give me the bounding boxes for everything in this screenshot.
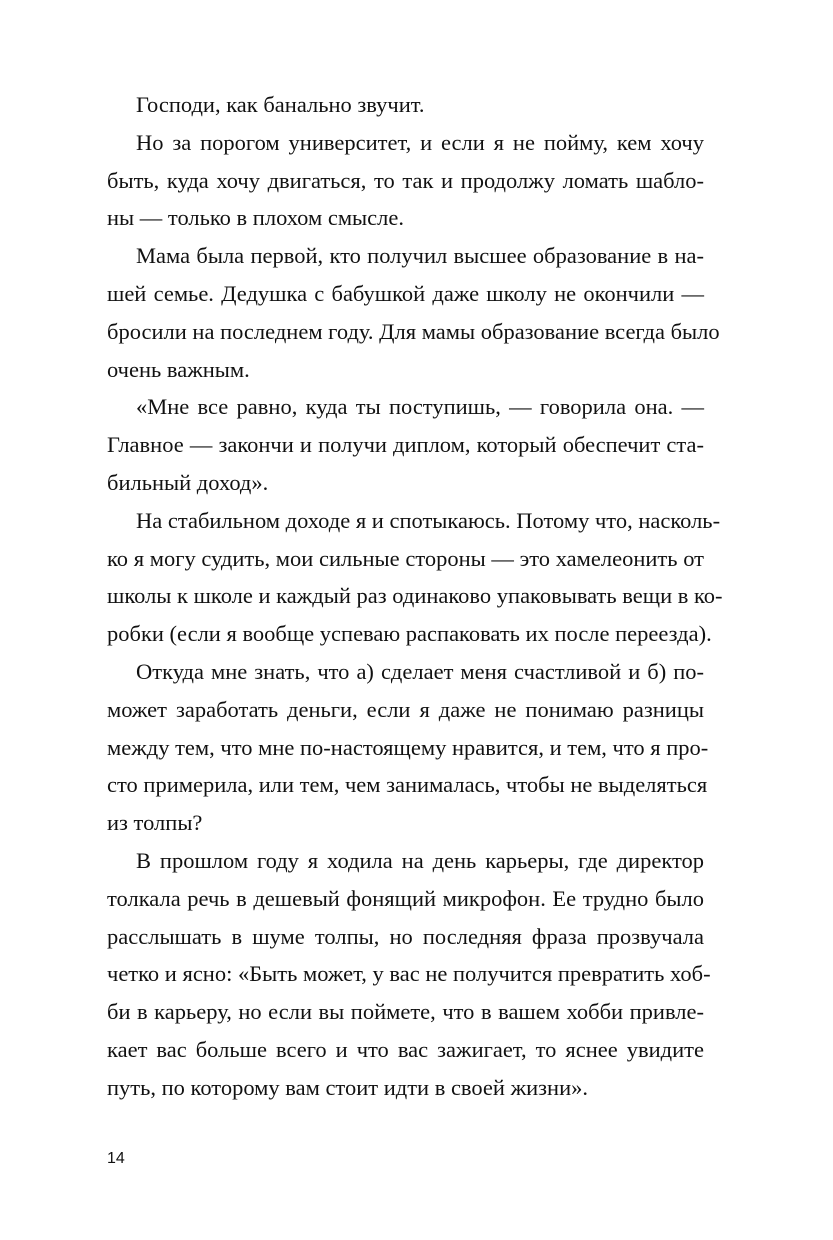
text-line: В прошлом году я ходила на день карьеры, где директор [136, 847, 704, 873]
text-line: расслышать в шуме толпы, но последняя фраза прозвучала [107, 923, 704, 949]
text-line: На стабильном доходе я и спотыкаюсь. Потому что, насколь- [136, 507, 721, 533]
text-line: путь, по которому вам стоит идти в своей жизни». [107, 1074, 589, 1100]
text-line: Но за порогом университет, и если я не пойму, кем хочу [136, 129, 704, 155]
text-line: ко я могу судить, мои сильные стороны — это хамелеонить от [107, 545, 704, 571]
page-number: 14 [107, 1150, 125, 1167]
text-line: быть, куда хочу двигаться, то так и продолжу ломать шабло- [107, 167, 704, 193]
text-line: бросили на последнем году. Для мамы образование всегда было [107, 318, 720, 344]
text-line: Откуда мне знать, что а) сделает меня счастливой и б) по- [136, 658, 704, 684]
body-text [107, 86, 723, 1107]
text-line: четко и ясно: «Быть может, у вас не получится превратить хоб- [107, 961, 711, 987]
text-line: «Мне все равно, куда ты поступишь, — говорила она. — [136, 394, 704, 420]
text-line: шей семье. Дедушка с бабушкой даже школу не окончили — [107, 280, 704, 306]
text-line: очень важным. [107, 356, 250, 382]
text-line: между тем, что мне по-настоящему нравится, и тем, что я про- [107, 734, 709, 760]
text-line: робки (если я вообще успеваю распаковать их после переезда). [107, 621, 712, 647]
text-line: би в карьеру, но если вы поймете, что в вашем хобби привле- [107, 999, 704, 1025]
text-line: ны — только в плохом смысле. [107, 205, 405, 231]
text-line: Главное — закончи и получи диплом, который обеспечит ста- [107, 432, 704, 458]
text-line: школы к школе и каждый раз одинаково упаковывать вещи в ко- [107, 583, 723, 609]
text-line: из толпы? [107, 810, 203, 836]
text-line: толкала речь в дешевый фонящий микрофон. Ее трудно было [107, 885, 704, 911]
text-line: кает вас больше всего и что вас зажигает, то яснее увидите [107, 1036, 704, 1062]
text-line: может заработать деньги, если я даже не понимаю разницы [107, 696, 704, 722]
text-line: Господи, как банально звучит. [136, 92, 425, 117]
text-line: Мама была первой, кто получил высшее образование в на- [136, 243, 704, 269]
text-line: сто примерила, или тем, чем занималась, чтобы не выделяться [107, 772, 708, 798]
text-line: бильный доход». [107, 469, 269, 495]
